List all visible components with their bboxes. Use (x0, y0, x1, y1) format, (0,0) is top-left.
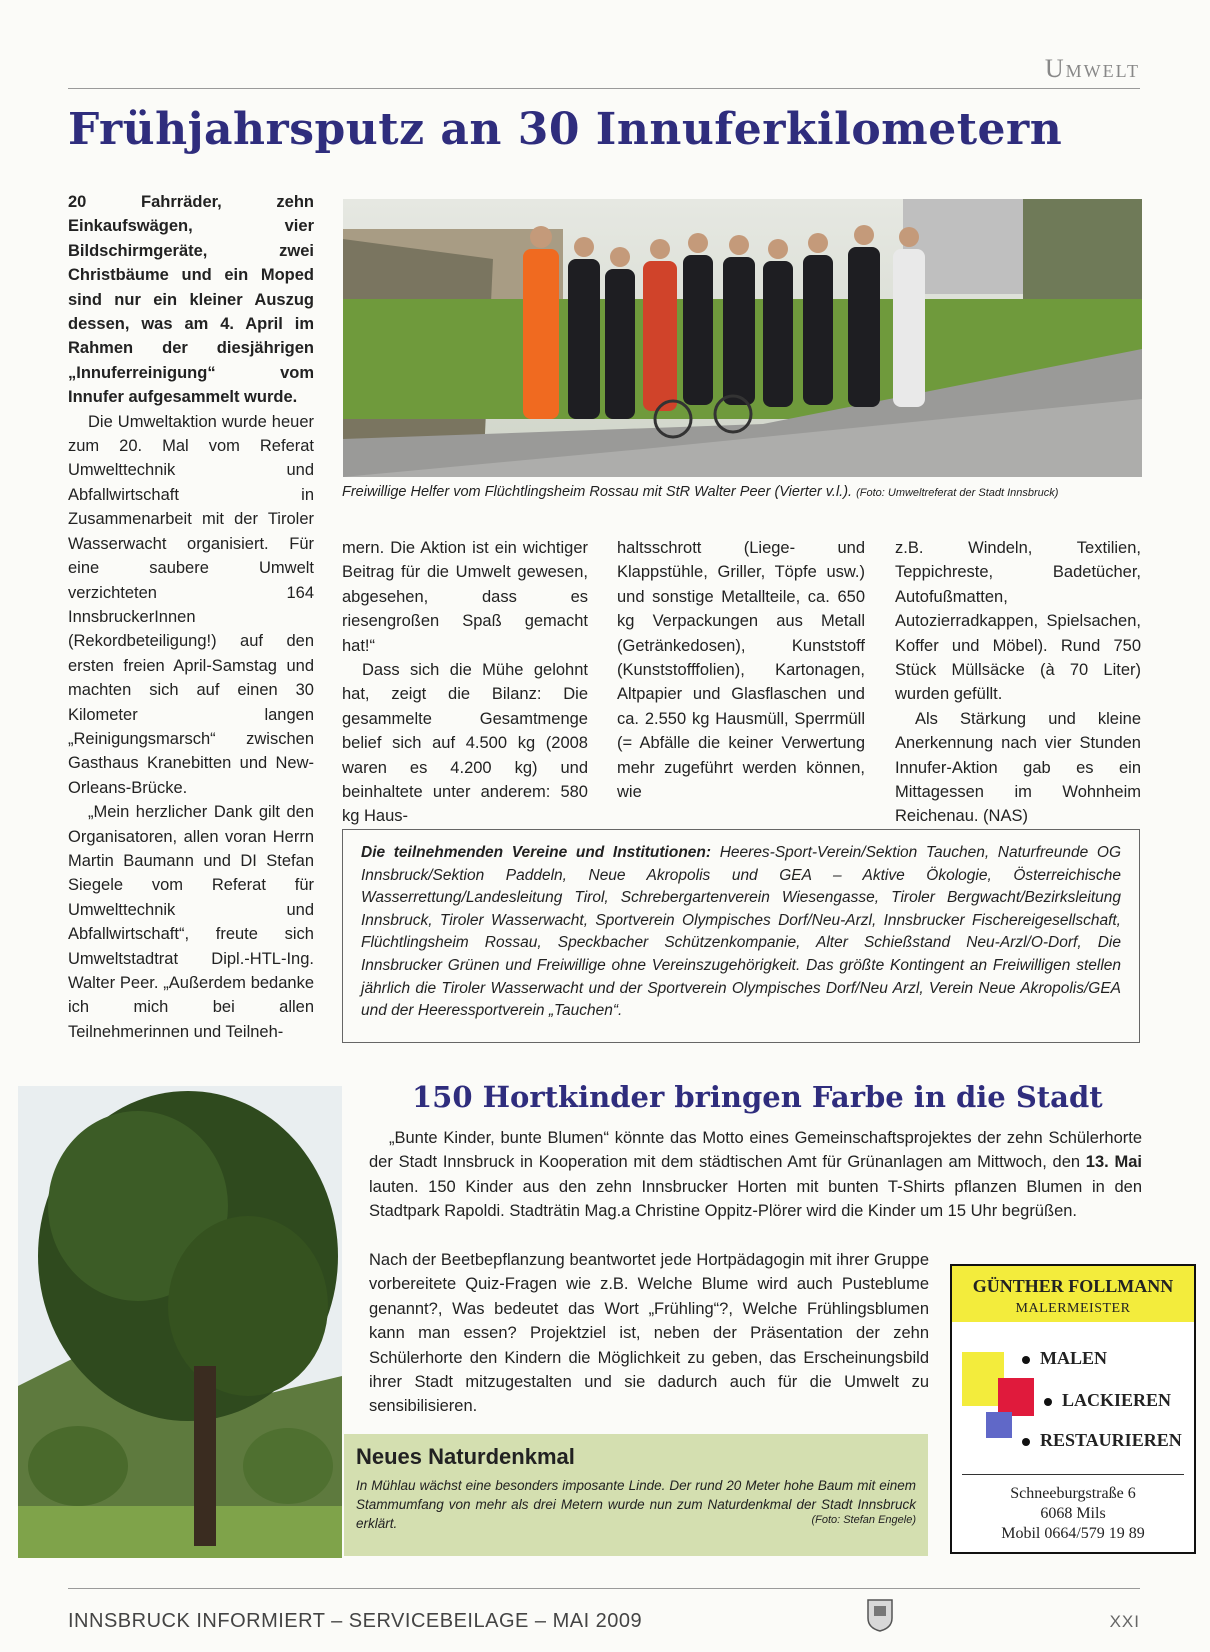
article-paragraph: Die Umweltaktion wurde heuer zum 20. Mal vom Referat Umwelttechnik und Abfallwirtschaft in Zusammenarbeit mit der Tiroler Wasserwacht organisiert. Für eine saubere Umwelt verzichteten 164 InnsbruckerInnen (Rekordbeteiligung!) auf den ersten freien April-Samstag und machten sich auf einen 30 Kilometer langen „Reinigungsmarsch“ zwischen Gasthaus Kranebitten und New-Orleans-Brücke. (68, 412, 314, 797)
article-lead: 20 Fahrräder, zehn Einkaufswägen, vier Bildschirmgeräte, zwei Christbäume und ein Moped sind nur ein kleiner Auszug dessen, was am 4. April im Rahmen der diesjährigen „Innuferreinigung“ vom Innufer aufgesammelt wurde. (68, 193, 314, 407)
article-paragraph: Als Stärkung und kleine Anerkennung nach vier Stunden Innufer-Aktion gab es ein Mittagessen im Wohnheim Reichenau. (NAS) (895, 709, 1141, 826)
article2-text-b: lauten. 150 Kinder aus den zehn Innsbrucker Horten mit bunten T-Shirts pflanzen Blumen in den Stadtpark Rapoldi. Stadträtin Mag.a Christine Oppitz-Plörer wird die Kinder um 15 Uhr begrüßen. (369, 1177, 1142, 1221)
page-number: XXI (1109, 1612, 1140, 1631)
ad-subtitle: MALERMEISTER (1015, 1301, 1131, 1316)
article-paragraph: z.B. Windeln, Textilien, Teppichreste, Badetücher, Autofußmatten, Autozierradkappen, Spielsachen, Koffer und Möbel). Rund 750 Stück Müllsäcke (à 70 Liter) wurden gefüllt. (895, 539, 1141, 704)
participants-text: Heeres-Sport-Verein/Sektion Tauchen, Naturfreunde OG Innsbruck/Sektion Paddeln, Neue Akropolis und GEA – Aktive Ökologie, Österreichische Wasserrettung/Landesleitung Tirol, Schrebergartenverein Wiesengasse, Tiroler Bergwacht/Bezirksleitung Innsbruck, Tiroler Wasserwacht, Sportverein Olympisches Dorf/Neu-Arzl, Innsbrucker Fischereigesellschaft, Flüchtlingsheim Rossau, Speckbacher Schützenkompanie, Alter Schießstand Neu-Arzl/O-Dorf, Die Innsbrucker Grünen und Freiwillige ohne Vereinszugehörigkeit. Das größte Kontingent an Freiwilligen stellen jährlich die Tiroler Wasserwacht und der Sportverein Olympisches Dorf/Neu Arzl, Verein Neue Akropolis/GEA und der Heeressportverein „Tauchen“. (361, 844, 1122, 1020)
ad-phone: Mobil 0664/579 19 89 (1001, 1525, 1145, 1542)
article-column-1 (68, 190, 314, 1050)
naturdenkmal-text: In Mühlau wächst eine besonders imposante Linde. Der rund 20 Meter hohe Baum mit einem Stammumfang von mehr als drei Metern wurde nun zum Naturdenkmal der Stadt Innsbruck erklärt. (356, 1478, 916, 1531)
article-column-2 (342, 536, 588, 829)
article-column-3 (617, 536, 865, 804)
ad-service: MALEN (1040, 1348, 1107, 1368)
bullet-icon (1022, 1356, 1030, 1364)
naturdenkmal-credit: (Foto: Stefan Engele) (811, 1514, 916, 1526)
article2-title: 150 Hortkinder bringen Farbe in die Stadt (412, 1080, 1103, 1114)
volunteers-photo (343, 199, 1142, 477)
ad-divider (962, 1474, 1184, 1475)
photo-credit: (Foto: Umweltreferat der Stadt Innsbruck) (856, 487, 1059, 499)
naturdenkmal-title: Neues Naturdenkmal (356, 1444, 575, 1469)
page-headline: Frühjahrsputz an 30 Innuferkilometern (68, 104, 1063, 155)
ad-service: RESTAURIEREN (1040, 1430, 1182, 1450)
participants-box (342, 829, 1140, 1043)
bullet-icon (1044, 1398, 1052, 1406)
article2-date: 13. Mai (1085, 1153, 1142, 1172)
article-paragraph: mern. Die Aktion ist ein wichtiger Beitrag für die Umwelt gewesen, abgesehen, dass es riesengroßen Spaß gemacht hat!“ (342, 539, 588, 655)
naturdenkmal-box (344, 1434, 928, 1556)
participants-heading: Die teilnehmenden Vereine und Institutionen: (361, 844, 712, 861)
ad-header (952, 1266, 1194, 1322)
volunteers-photo-image (343, 199, 1142, 477)
linden-tree-image (18, 1086, 342, 1558)
article-paragraph: Dass sich die Mühe gelohnt hat, zeigt die Bilanz: Die gesammelte Gesamtmenge belief sich auf 4.500 kg (2008 waren es 4.200 kg) und beinhaltete unter anderem: 580 kg Haus- (342, 661, 588, 826)
section-label: Umwelt (1044, 54, 1140, 83)
city-crest-icon (866, 1598, 894, 1632)
article-column-4 (895, 536, 1141, 829)
footer-rule (68, 1588, 1140, 1589)
photo-caption-text: Freiwillige Helfer vom Flüchtlingsheim Rossau mit StR Walter Peer (Vierter v.l.). (342, 484, 853, 500)
ad-square-blue (986, 1412, 1012, 1438)
ad-address (952, 1484, 1194, 1544)
article-paragraph: haltsschrott (Liege- und Klappstühle, Griller, Töpfe usw.) und sonstige Metallteile, ca. 650 kg Verpackungen aus Metall (Getränkedosen), Kunststoff (Kunststofffolien), Kartonagen, Altpapier und Glasflaschen und ca. 2.550 kg Hausmüll, Sperrmüll (= Abfälle die keiner Verwertung mehr zugeführt werden können, wie (617, 539, 865, 802)
article2-text-a: „Bunte Kinder, bunte Blumen“ könnte das Motto eines Gemeinschaftsprojektes der zehn Schülerhorte der Stadt Innsbruck in Kooperation mit dem städtischen Amt für Grünanlagen am Mittwoch, den (369, 1129, 1142, 1172)
article2-paragraph (369, 1126, 1142, 1224)
article-paragraph: „Mein herzlicher Dank gilt den Organisatoren, allen voran Herrn Martin Baumann und DI Stefan Siegele vom Referat für Umwelttechnik und Abfallwirtschaft“, freute sich Umweltstadtrat Dipl.-HTL-Ing. Walter Peer. „Außerdem bedanke ich mich bei allen Teilnehmerinnen und Teilneh- (68, 803, 314, 1041)
painter-advertisement (950, 1264, 1196, 1554)
ad-street: Schneeburgstraße 6 (1010, 1485, 1136, 1502)
ad-city: 6068 Mils (1040, 1505, 1106, 1522)
header-rule (68, 88, 1140, 89)
linden-tree-photo (18, 1086, 342, 1558)
ad-square-red (998, 1378, 1034, 1416)
photo-caption (342, 484, 1142, 500)
article2-paragraph: Nach der Beetbepflanzung beantwortet jede Hortpädagogin mit ihrer Gruppe vorbereitete Quiz-Fragen wie z.B. Welche Blume wird auch Pusteblume genannt?, Was bedeutet das Wort „Frühling“?, Welche Frühlingsblumen kann man essen? Projektziel ist, neben der Präsentation der zehn Schülerhorte den Kindern die Möglichkeit zu geben, das Erscheinungsbild ihrer Stadt mitzugestalten und sie dadurch auch für die Umwelt zu sensibilisieren. (369, 1251, 929, 1416)
article2-text-top (369, 1126, 1142, 1224)
footer-publication: INNSBRUCK INFORMIERT – SERVICEBEILAGE – MAI 2009 (68, 1610, 643, 1632)
ad-company-name: GÜNTHER FOLLMANN (972, 1276, 1174, 1296)
ad-service: LACKIEREN (1062, 1390, 1172, 1410)
article2-text-bottom (369, 1248, 929, 1419)
bullet-icon (1022, 1438, 1030, 1446)
